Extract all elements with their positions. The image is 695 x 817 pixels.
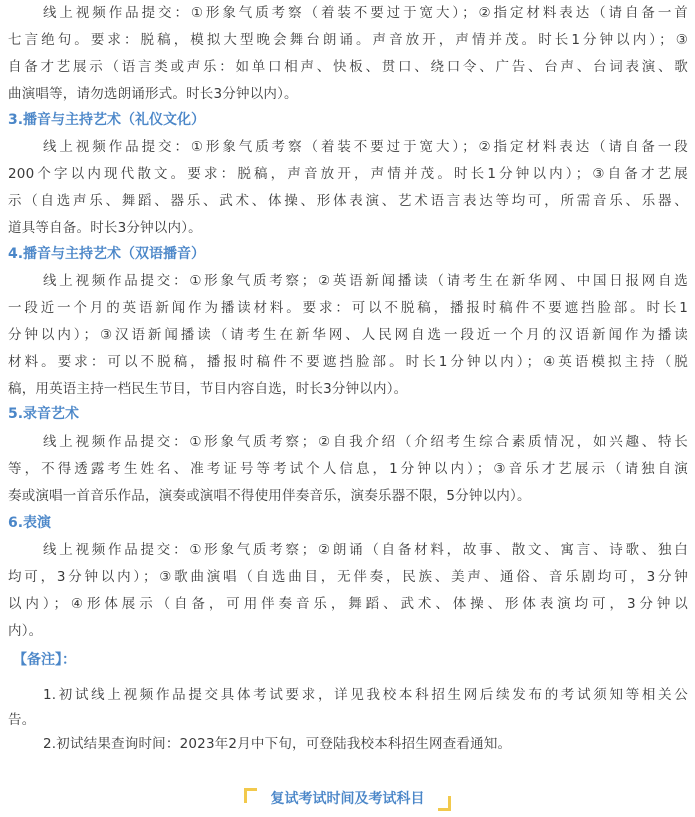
section-3-line: 线上视频作品提交：①形象气质考察（着装不要过于宽大）；②指定材料表达（请自备一段 [43,139,688,155]
section-5-line: 等，不得透露考生姓名、准考证号等考试个人信息，1分钟以内）；③音乐才艺展示（请独自演 [8,461,688,477]
section-2-line: 曲演唱等，请勿选朗诵形式。时长3分钟以内）。 [8,86,298,102]
section-6-line: 内）。 [8,623,43,639]
section-4-line: 一段近一个月的英语新闻作为播读材料。要求：可以不脱稿，播报时稿件不要遮挡脸部。时长1 [8,300,688,316]
section-3-line: 道具等自备。时长3分钟以内）。 [8,220,202,236]
section-5-line: 奏或演唱一首音乐作品，演奏或演唱不得使用伴奏音乐，演奏乐器不限，5分钟以内）。 [8,488,531,504]
section-4-line: 稿，用英语主持一档民生节目，节目内容自选，时长3分钟以内）。 [8,381,408,397]
section-5-heading: 5.录音艺术 [8,406,80,422]
section-4-line: 分钟以内）；③汉语新闻播读（请考生在新华网、人民网自选一段近一个月的汉语新闻作为播读 [8,327,688,343]
section-4-line: 材料。要求：可以不脱稿，播报时稿件不要遮挡脸部。时长1分钟以内）；④英语模拟主持（脱 [8,354,688,370]
right-bracket-icon [438,796,451,811]
section-banner-title: 复试考试时间及考试科目 [270,791,425,807]
section-2-line: 七言绝句。要求：脱稿，模拟大型晚会舞台朗诵。声音放开，声情并茂。时长1分钟以内）；③ [8,32,688,48]
section-5-line: 线上视频作品提交：①形象气质考察；②自我介绍（介绍考生综合素质情况，如兴趣、特长 [43,434,688,450]
section-3-line: 200个字以内现代散文。要求：脱稿，声音放开，声情并茂。时长1分钟以内）；③自备才艺展 [8,166,688,182]
section-banner [0,784,695,814]
notes-line: 2.初试结果查询时间：2023年2月中下旬，可登陆我校本科招生网查看通知。 [43,736,512,752]
notes-line: 告。 [8,712,36,728]
section-6-line: 均可，3分钟以内）；③歌曲演唱（自选曲目，无伴奏，民族、美声、通俗、音乐剧均可，3分钟 [8,569,688,585]
section-4-line: 线上视频作品提交：①形象气质考察；②英语新闻播读（请考生在新华网、中国日报网自选 [43,273,688,289]
section-6-heading: 6.表演 [8,515,52,531]
section-3-line: 示（自选声乐、舞蹈、器乐、武术、体操、形体表演、艺术语言表达等均可，所需音乐、乐器、 [8,193,688,209]
section-2-line: 自备才艺展示（语言类或声乐：如单口相声、快板、贯口、绕口令、广告、台声、台词表演、歌 [8,59,688,75]
section-2-line: 线上视频作品提交：①形象气质考察（着装不要过于宽大）；②指定材料表达（请自备一首 [43,5,688,21]
notes-title: 【备注】： [13,652,76,668]
left-bracket-icon [244,788,257,803]
section-4-heading: 4.播音与主持艺术（双语播音） [8,246,206,262]
section-6-line: 以内）；④形体展示（自备，可用伴奏音乐，舞蹈、武术、体操、形体表演均可，3分钟以 [8,596,688,612]
section-3-heading: 3.播音与主持艺术（礼仪文化） [8,112,206,128]
section-6-line: 线上视频作品提交：①形象气质考察；②朗诵（自备材料，故事、散文、寓言、诗歌、独白 [43,542,688,558]
notes-line: 1.初试线上视频作品提交具体考试要求，详见我校本科招生网后续发布的考试须知等相关公 [43,687,688,703]
